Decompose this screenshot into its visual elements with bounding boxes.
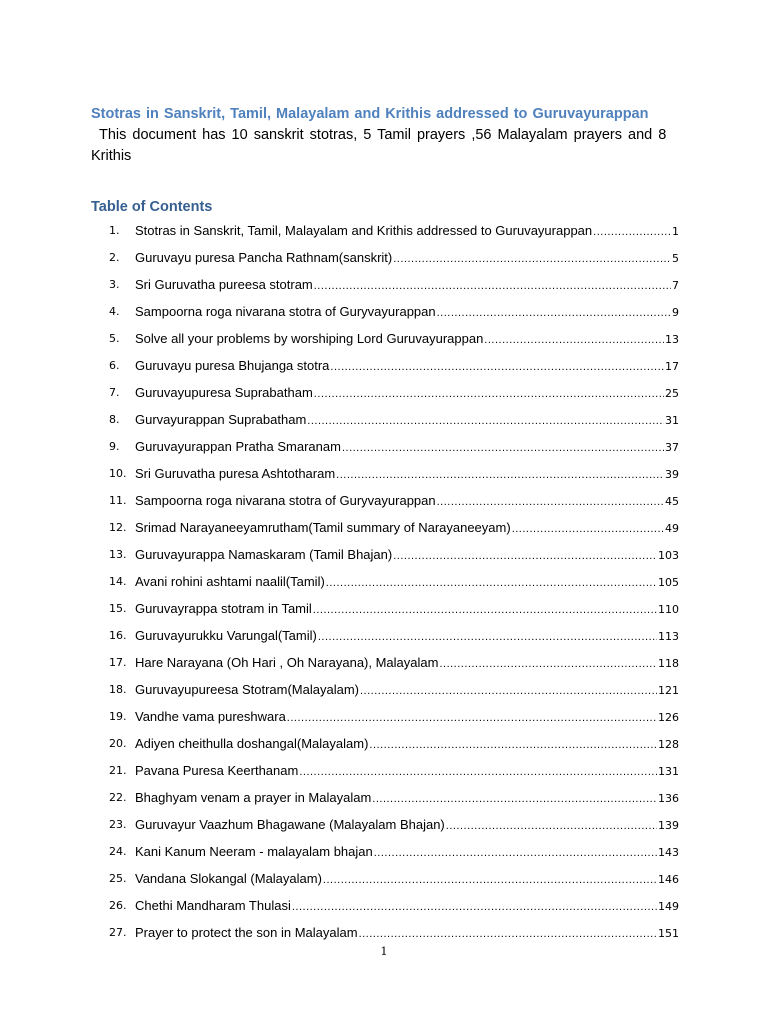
toc-entry-page[interactable]: 149	[658, 900, 679, 913]
toc-entry-page[interactable]: 126	[658, 711, 679, 724]
toc-entry-title[interactable]: Chethi Mandharam Thulasi	[135, 898, 291, 913]
toc-entry-number: 7.	[109, 386, 120, 399]
toc-entry-number: 20.	[109, 737, 127, 750]
toc-entry-number: 4.	[109, 305, 120, 318]
toc-entry-title[interactable]: Vandana Slokangal (Malayalam)	[135, 871, 322, 886]
toc-entry-page[interactable]: 17	[665, 360, 679, 373]
toc-entry-title[interactable]: Kani Kanum Neeram - malayalam bhajan	[135, 844, 373, 859]
toc-dot-leader	[393, 550, 657, 562]
toc-entry-title[interactable]: Sri Guruvatha puresa Ashtotharam	[135, 466, 336, 481]
toc-dot-leader	[437, 496, 664, 508]
toc-dot-leader	[287, 712, 657, 724]
toc-entry-line	[135, 304, 679, 319]
toc-entry-line	[135, 709, 679, 724]
toc-entry[interactable]	[109, 784, 679, 811]
toc-entry-title[interactable]: Guruvayurappan Pratha Smaranam	[135, 439, 341, 454]
toc-entry[interactable]	[109, 622, 679, 649]
toc-entry-page[interactable]: 7	[672, 279, 679, 292]
toc-entry[interactable]	[109, 919, 679, 946]
toc-entry[interactable]	[109, 865, 679, 892]
toc-dot-leader	[512, 523, 664, 535]
document-heading: Stotras in Sanskrit, Tamil, Malayalam and Krithis addressed to Guruvayurappan	[91, 106, 649, 122]
toc-entry-page[interactable]: 37	[665, 441, 679, 454]
toc-dot-leader	[342, 442, 664, 454]
toc-entry-page[interactable]: 151	[658, 927, 679, 940]
toc-entry-number: 24.	[109, 845, 127, 858]
toc-entry-line	[135, 763, 679, 778]
toc-entry-page[interactable]: 25	[665, 387, 679, 400]
toc-dot-leader	[313, 604, 657, 616]
toc-entry-number: 17.	[109, 656, 127, 669]
toc-entry[interactable]	[109, 568, 679, 595]
toc-entry-title[interactable]: Pavana Puresa Keerthanam	[135, 763, 299, 778]
toc-entry-page[interactable]: 131	[658, 765, 679, 778]
toc-entry-page[interactable]: 5	[672, 252, 679, 265]
toc-entry-line	[135, 331, 679, 346]
toc-entry-line	[135, 250, 679, 265]
toc-entry[interactable]	[109, 730, 679, 757]
toc-entry-line	[135, 925, 679, 940]
toc-entry-page[interactable]: 13	[665, 333, 679, 346]
toc-entry-title[interactable]: Guruvayurukku Varungal(Tamil)	[135, 628, 317, 643]
toc-dot-leader	[330, 361, 664, 373]
table-of-contents	[109, 217, 679, 946]
toc-entry-page[interactable]: 113	[658, 630, 679, 643]
toc-entry-page[interactable]: 31	[665, 414, 679, 427]
toc-entry-title[interactable]: Stotras in Sanskrit, Tamil, Malayalam and Krithis addressed to Guruvayurappan	[135, 223, 593, 238]
toc-entry-number: 6.	[109, 359, 120, 372]
toc-entry-number: 22.	[109, 791, 127, 804]
toc-entry-number: 9.	[109, 440, 120, 453]
toc-entry-title[interactable]: Guruvayur Vaazhum Bhagawane (Malayalam Bhajan)	[135, 817, 445, 832]
toc-dot-leader	[292, 901, 657, 913]
document-intro: This document has 10 sanskrit stotras, 5 Tamil prayers ,56 Malayalam prayers and 8 Krithis	[91, 127, 667, 164]
toc-dot-leader	[437, 307, 671, 319]
toc-entry[interactable]	[109, 676, 679, 703]
toc-entry-number: 14.	[109, 575, 127, 588]
toc-entry-page[interactable]: 121	[658, 684, 679, 697]
toc-entry[interactable]	[109, 595, 679, 622]
toc-entry-page[interactable]: 143	[658, 846, 679, 859]
toc-entry-line	[135, 601, 679, 616]
toc-dot-leader	[307, 415, 664, 427]
toc-entry[interactable]	[109, 379, 679, 406]
toc-entry[interactable]	[109, 244, 679, 271]
toc-entry-page[interactable]: 49	[665, 522, 679, 535]
toc-entry[interactable]	[109, 406, 679, 433]
toc-dot-leader	[359, 928, 657, 940]
toc-dot-leader	[372, 793, 657, 805]
toc-entry-number: 11.	[109, 494, 127, 507]
toc-entry-page[interactable]: 146	[658, 873, 679, 886]
toc-entry-title[interactable]: Avani rohini ashtami naalil(Tamil)	[135, 574, 325, 589]
toc-entry[interactable]	[109, 838, 679, 865]
toc-entry-line	[135, 574, 679, 589]
toc-entry-title[interactable]: Guruvayu puresa Bhujanga stotra	[135, 358, 330, 373]
toc-dot-leader	[593, 226, 671, 238]
toc-dot-leader	[314, 280, 671, 292]
toc-entry-line	[135, 520, 679, 535]
toc-entry-number: 23.	[109, 818, 127, 831]
toc-entry-title[interactable]: Guruvayrappa stotram in Tamil	[135, 601, 312, 616]
toc-entry-line	[135, 466, 679, 481]
toc-entry-line	[135, 898, 679, 913]
toc-entry-line	[135, 844, 679, 859]
toc-entry-number: 15.	[109, 602, 127, 615]
toc-entry-title[interactable]: Adiyen cheithulla doshangal(Malayalam)	[135, 736, 369, 751]
toc-dot-leader	[439, 658, 657, 670]
toc-entry-number: 13.	[109, 548, 127, 561]
toc-entry[interactable]	[109, 811, 679, 838]
toc-entry-line	[135, 790, 679, 805]
toc-entry-number: 25.	[109, 872, 127, 885]
toc-entry-title[interactable]: Srimad Narayaneeyamrutham(Tamil summary of Narayaneeyam)	[135, 520, 511, 535]
toc-entry[interactable]	[109, 433, 679, 460]
toc-entry-number: 1.	[109, 224, 120, 237]
toc-entry-page[interactable]: 110	[658, 603, 679, 616]
toc-entry-line	[135, 871, 679, 886]
toc-entry[interactable]	[109, 703, 679, 730]
toc-entry-number: 2.	[109, 251, 120, 264]
toc-dot-leader	[369, 739, 657, 751]
toc-entry-line	[135, 493, 679, 508]
toc-entry-page[interactable]: 1	[672, 225, 679, 238]
toc-entry-page[interactable]: 136	[658, 792, 679, 805]
toc-dot-leader	[326, 577, 657, 589]
toc-entry-line	[135, 628, 679, 643]
page-number: 1	[380, 945, 388, 958]
toc-entry-line	[135, 439, 679, 454]
toc-entry[interactable]	[109, 514, 679, 541]
toc-entry-page[interactable]: 118	[658, 657, 679, 670]
toc-entry[interactable]	[109, 649, 679, 676]
toc-entry-title[interactable]: Sampoorna roga nivarana stotra of Guryvayurappan	[135, 304, 436, 319]
toc-entry[interactable]	[109, 892, 679, 919]
toc-entry-number: 27.	[109, 926, 127, 939]
toc-title: Table of Contents	[91, 199, 213, 215]
toc-dot-leader	[374, 847, 657, 859]
toc-entry-title[interactable]: Guruvayurappa Namaskaram (Tamil Bhajan)	[135, 547, 393, 562]
toc-dot-leader	[336, 469, 664, 481]
toc-entry-title[interactable]: Guruvayu puresa Pancha Rathnam(sanskrit)	[135, 250, 393, 265]
toc-entry-number: 10.	[109, 467, 127, 480]
toc-entry[interactable]	[109, 271, 679, 298]
toc-entry-page[interactable]: 9	[672, 306, 679, 319]
toc-entry-page[interactable]: 128	[658, 738, 679, 751]
toc-entry-page[interactable]: 39	[665, 468, 679, 481]
toc-entry[interactable]	[109, 217, 679, 244]
toc-entry-page[interactable]: 45	[665, 495, 679, 508]
toc-entry[interactable]	[109, 352, 679, 379]
toc-entry-number: 18.	[109, 683, 127, 696]
toc-entry-line	[135, 223, 679, 238]
toc-entry-number: 21.	[109, 764, 127, 777]
toc-entry[interactable]	[109, 487, 679, 514]
toc-entry-number: 12.	[109, 521, 127, 534]
toc-entry-page[interactable]: 105	[658, 576, 679, 589]
toc-entry-line	[135, 547, 679, 562]
toc-entry-title[interactable]: Sampoorna roga nivarana stotra of Guryvayurappan	[135, 493, 436, 508]
toc-entry[interactable]	[109, 298, 679, 325]
toc-dot-leader	[393, 253, 671, 265]
toc-dot-leader	[360, 685, 657, 697]
toc-entry-line	[135, 277, 679, 292]
toc-entry-number: 5.	[109, 332, 120, 345]
toc-entry-title[interactable]: Solve all your problems by worshiping Lord Guruvayurappan	[135, 331, 484, 346]
toc-entry-line	[135, 736, 679, 751]
toc-entry-title[interactable]: Guruvayupuresa Suprabatham	[135, 385, 313, 400]
toc-entry-line	[135, 817, 679, 832]
toc-entry-line	[135, 385, 679, 400]
toc-entry-title[interactable]: Hare Narayana (Oh Hari , Oh Narayana), Malayalam	[135, 655, 439, 670]
toc-entry-title[interactable]: Sri Guruvatha pureesa stotram	[135, 277, 313, 292]
toc-entry-title[interactable]: Vandhe vama pureshwara	[135, 709, 286, 724]
toc-entry-title[interactable]: Guruvayupureesa Stotram(Malayalam)	[135, 682, 359, 697]
toc-dot-leader	[314, 388, 664, 400]
toc-entry-title[interactable]: Prayer to protect the son in Malayalam	[135, 925, 358, 940]
toc-entry[interactable]	[109, 460, 679, 487]
toc-entry-page[interactable]: 139	[658, 819, 679, 832]
toc-entry-number: 3.	[109, 278, 120, 291]
toc-dot-leader	[323, 874, 657, 886]
toc-dot-leader	[484, 334, 664, 346]
toc-entry-line	[135, 655, 679, 670]
toc-entry-number: 26.	[109, 899, 127, 912]
toc-entry-line	[135, 412, 679, 427]
toc-dot-leader	[446, 820, 657, 832]
toc-entry-page[interactable]: 103	[658, 549, 679, 562]
toc-entry-line	[135, 358, 679, 373]
toc-entry-line	[135, 682, 679, 697]
toc-entry[interactable]	[109, 325, 679, 352]
toc-entry-title[interactable]: Gurvayurappan Suprabatham	[135, 412, 307, 427]
toc-dot-leader	[299, 766, 657, 778]
toc-entry-number: 8.	[109, 413, 120, 426]
toc-entry-number: 16.	[109, 629, 127, 642]
toc-entry[interactable]	[109, 757, 679, 784]
toc-entry[interactable]	[109, 541, 679, 568]
toc-entry-title[interactable]: Bhaghyam venam a prayer in Malayalam	[135, 790, 372, 805]
toc-dot-leader	[318, 631, 657, 643]
toc-entry-number: 19.	[109, 710, 127, 723]
